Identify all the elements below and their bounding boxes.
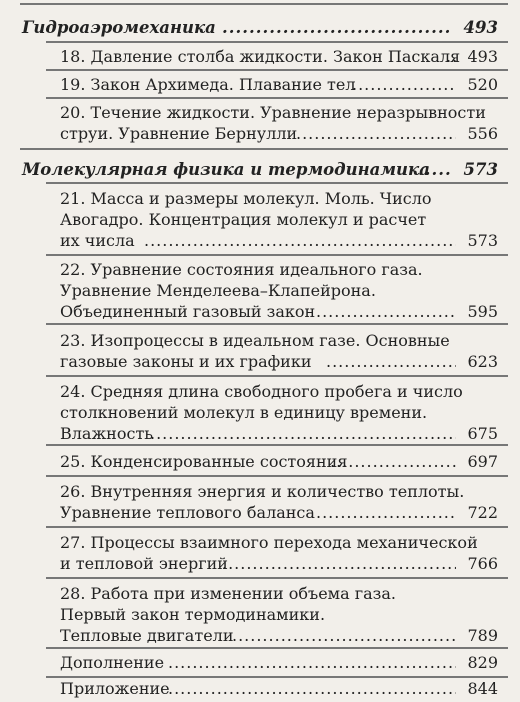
page-number: 844 xyxy=(467,679,498,698)
dot-leader xyxy=(296,121,456,147)
dot-leader xyxy=(316,500,456,526)
dot-leader xyxy=(446,44,456,70)
dot-leader xyxy=(222,551,456,577)
entry-text: Авогадро. Концентрация молекул и расчет xyxy=(60,210,427,229)
dot-leader xyxy=(352,72,456,98)
toc-entry xyxy=(0,551,520,577)
entry-text: 20. Течение жидкости. Уравнение неразрывности xyxy=(60,103,486,122)
toc-entry xyxy=(0,228,520,254)
dot-leader xyxy=(232,623,456,649)
section-title: Гидроаэромеханика xyxy=(22,18,216,37)
page-number: 722 xyxy=(467,503,498,522)
section-heading xyxy=(0,157,520,183)
entry-text: Приложение xyxy=(60,679,170,698)
entry-text: 22. Уравнение состояния идеального газа. xyxy=(60,260,423,279)
dot-leader xyxy=(418,157,452,183)
page-number: 573 xyxy=(467,231,498,250)
dot-leader xyxy=(168,650,456,676)
separator xyxy=(46,69,508,71)
toc-entry xyxy=(0,299,520,325)
entry-text: 18. Давление столба жидкости. Закон Паскаля xyxy=(60,47,461,66)
toc-entry xyxy=(0,44,520,70)
entry-text: Первый закон термодинамики. xyxy=(60,605,326,624)
separator xyxy=(46,254,508,256)
entry-text: Дополнение xyxy=(60,653,165,672)
toc-entry xyxy=(0,623,520,649)
page-number: 556 xyxy=(467,124,498,143)
entry-text: 28. Работа при изменении объема газа. xyxy=(60,584,397,603)
section-title: Молекулярная физика и термодинамика xyxy=(22,160,430,179)
entry-text: Тепловые двигатели xyxy=(60,626,234,645)
toc-entry xyxy=(0,121,520,147)
separator xyxy=(46,41,508,43)
separator xyxy=(46,323,508,325)
page-number: 829 xyxy=(467,653,498,672)
toc-entry xyxy=(0,449,520,475)
entry-text: Уравнение Менделеева–Клапейрона. xyxy=(60,281,376,300)
page-number: 493 xyxy=(463,18,498,37)
toc-entry xyxy=(0,500,520,526)
separator xyxy=(20,3,508,5)
separator xyxy=(46,577,508,579)
page-number: 623 xyxy=(467,352,498,371)
dot-leader xyxy=(326,349,456,375)
entry-text: 24. Средняя длина свободного пробега и число xyxy=(60,382,463,401)
dot-leader xyxy=(222,15,452,41)
page-number: 789 xyxy=(467,626,498,645)
entry-text: 19. Закон Архимеда. Плавание тел xyxy=(60,75,356,94)
dot-leader xyxy=(144,228,456,254)
page-number: 595 xyxy=(467,302,498,321)
page-number: 675 xyxy=(467,424,498,443)
entry-text: 23. Изопроцессы в идеальном газе. Основные xyxy=(60,331,450,350)
entry-text: и тепловой энергий xyxy=(60,554,228,573)
section-heading xyxy=(0,15,520,41)
entry-text: 25. Конденсированные состояния xyxy=(60,452,348,471)
page-number: 573 xyxy=(463,160,498,179)
page-number: 697 xyxy=(467,452,498,471)
entry-text: 26. Внутренняя энергия и количество теплоты. xyxy=(60,482,465,501)
entry-text: Уравнение теплового баланса xyxy=(60,503,315,522)
toc-entry xyxy=(0,349,520,375)
separator xyxy=(46,97,508,99)
toc-entry xyxy=(0,676,520,702)
entry-text: их числа xyxy=(60,231,135,250)
separator xyxy=(46,526,508,528)
entry-text: Объединенный газовый закон xyxy=(60,302,316,321)
separator xyxy=(46,182,508,184)
separator xyxy=(20,148,508,150)
separator xyxy=(46,475,508,477)
entry-text: столкновений молекул в единицу времени. xyxy=(60,403,428,422)
entry-text: газовые законы и их графики xyxy=(60,352,312,371)
entry-text: 27. Процессы взаимного перехода механической xyxy=(60,533,478,552)
separator xyxy=(46,444,508,446)
separator xyxy=(46,375,508,377)
page-number: 493 xyxy=(467,47,498,66)
page-number: 520 xyxy=(467,75,498,94)
separator xyxy=(46,647,508,649)
dot-leader xyxy=(330,449,456,475)
entry-text: Влажность xyxy=(60,424,153,443)
page-number: 766 xyxy=(467,554,498,573)
toc-entry xyxy=(0,650,520,676)
entry-text: 21. Масса и размеры молекул. Моль. Число xyxy=(60,189,432,208)
entry-text: струи. Уравнение Бернулли xyxy=(60,124,298,143)
toc-entry xyxy=(0,72,520,98)
dot-leader xyxy=(168,676,456,702)
dot-leader xyxy=(316,299,456,325)
